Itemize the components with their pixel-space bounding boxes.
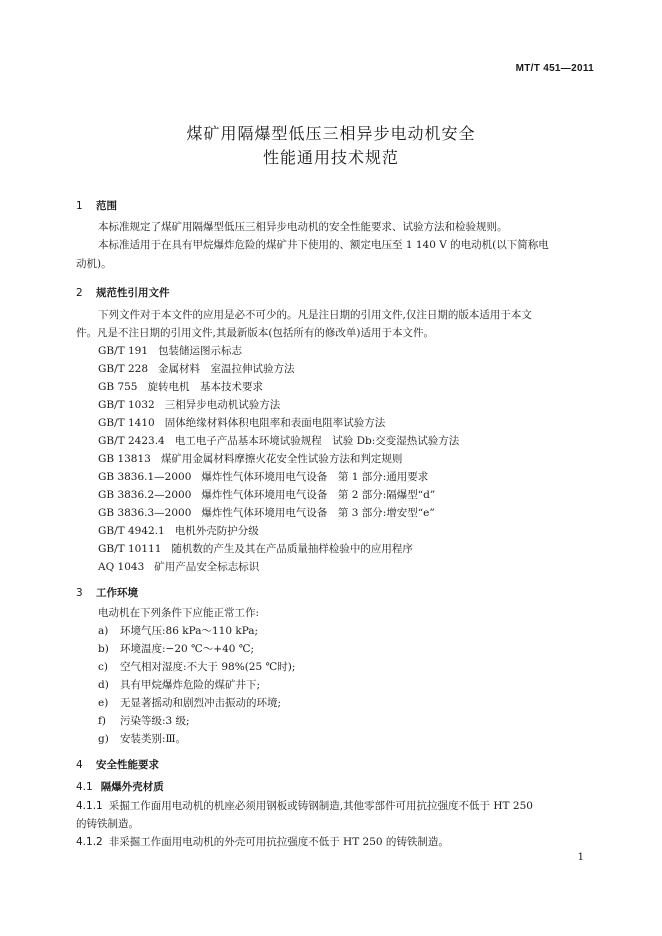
list-item: c) 空气相对湿度:不大于 98%(25 ℃时); [98, 661, 296, 673]
document-title-line-2: 性能通用技术规范 [262, 148, 399, 167]
list-item: a) 环境气压:86 kPa～110 kPa; [98, 625, 259, 637]
reference-item: GB 755 旋转电机 基本技术要求 [98, 381, 263, 393]
standard-number: MT/T 451—2011 [515, 63, 594, 74]
reference-item: GB 3836.3—2000 爆炸性气体环境用电气设备 第 3 部分:增安型“e” [98, 507, 435, 519]
reference-item: GB/T 1410 固体绝缘材料体积电阻率和表面电阻率试验方法 [98, 417, 386, 429]
paragraph: 本标准适用于在具有甲烷爆炸危险的煤矿井下使用的、额定电压至 1 140 V 的电动机(以下简称电 [98, 239, 549, 251]
reference-item: GB 3836.1—2000 爆炸性气体环境用电气设备 第 1 部分:通用要求 [98, 471, 429, 483]
reference-item: GB/T 2423.4 电工电子产品基本环境试验规程 试验 Db:交变湿热试验方法 [98, 435, 460, 447]
clause-4-1-1-line-2: 的铸铁制造。 [76, 818, 139, 830]
reference-item: GB 3836.2—2000 爆炸性气体环境用电气设备 第 2 部分:隔爆型“d” [98, 489, 436, 501]
paragraph: 下列文件对于本文件的应用是必不可少的。凡是注日期的引用文件,仅注日期的版本适用于本文 [98, 309, 532, 321]
list-item: e) 无显著摇动和剧烈冲击振动的环境; [98, 697, 282, 709]
reference-item: GB/T 10111 随机数的产生及其在产品质量抽样检验中的应用程序 [98, 543, 413, 555]
paragraph: 动机)。 [76, 258, 112, 270]
paragraph: 件。凡是不注日期的引用文件,其最新版本(包括所有的修改单)适用于本文件。 [76, 327, 435, 339]
paragraph: 本标准规定了煤矿用隔爆型低压三相异步电动机的安全性能要求、试验方法和检验规则。 [98, 221, 508, 233]
section-heading-safety-requirements: 4 安全性能要求 [76, 759, 159, 771]
section-heading-scope: 1 范围 [76, 200, 117, 212]
reference-item: GB/T 1032 三相异步电动机试验方法 [98, 399, 281, 411]
reference-item: GB/T 228 金属材料 室温拉伸试验方法 [98, 363, 295, 375]
clause-4-1-1-line-1: 4.1.1 采掘工作面用电动机的机座必须用钢板或铸钢制造,其他零部件可用抗拉强度不低于 HT 250 [76, 800, 533, 812]
section-heading-normative-references: 2 规范性引用文件 [76, 287, 170, 299]
subsection-heading: 4.1 隔爆外壳材质 [76, 781, 164, 793]
list-item: b) 环境温度:−20 ℃～+40 ℃; [98, 643, 255, 655]
reference-item: GB/T 191 包装储运图示标志 [98, 345, 243, 357]
section-heading-working-environment: 3 工作环境 [76, 587, 138, 599]
list-item: g) 安装类别:Ⅲ。 [98, 733, 187, 745]
page-number: 1 [577, 852, 584, 863]
list-item: f) 污染等级:3 级; [98, 715, 190, 727]
paragraph: 电动机在下列条件下应能正常工作: [98, 607, 260, 619]
reference-item: GB 13813 煤矿用金属材料摩擦火花安全性试验方法和判定规则 [98, 453, 403, 465]
list-item: d) 具有甲烷爆炸危险的煤矿井下; [98, 679, 261, 691]
document-title-line-1: 煤矿用隔爆型低压三相异步电动机安全 [186, 124, 476, 143]
clause-4-1-2: 4.1.2 非采掘工作面用电动机的外壳可用抗拉强度不低于 HT 250 的铸铁制造。 [76, 836, 449, 848]
reference-item: GB/T 4942.1 电机外壳防护分级 [98, 525, 259, 537]
reference-item: AQ 1043 矿用产品安全标志标识 [98, 561, 260, 573]
